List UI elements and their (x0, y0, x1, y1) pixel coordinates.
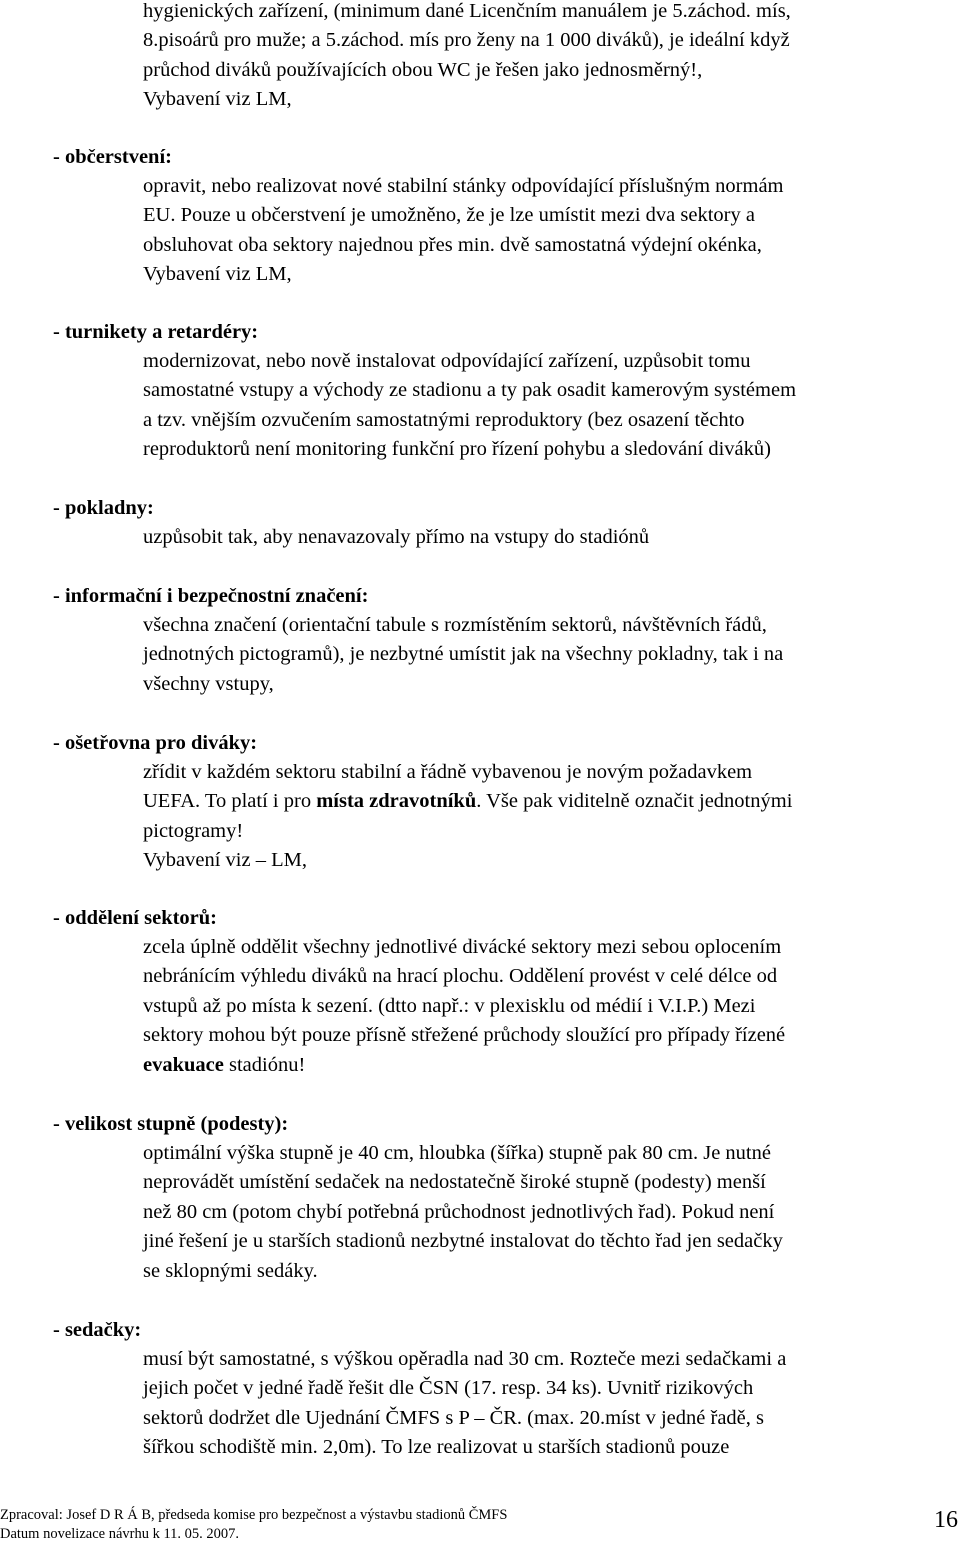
text-line: hygienických zařízení, (minimum dané Licenčním manuálem je 5.záchod. mís, (143, 0, 791, 22)
text-line: zřídit v každém sektoru stabilní a řádně vybavenou je novým požadavkem (143, 761, 753, 783)
text-line: a tzv. vnějším ozvučením samostatnými reproduktory (bez osazení těchto (143, 408, 745, 431)
text-line: musí být samostatné, s výškou opěradla nad 30 cm. Rozteče mezi sedačkami a (143, 1348, 787, 1370)
text-line: průchod diváků používajících obou WC je řešen jako jednosměrný!, (143, 58, 703, 81)
text-line: vstupů až po místa k sezení. (dtto např.: v plexisklu od médií i V.I.P.) Mezi (143, 994, 756, 1017)
text-line: jednotných pictogramů), je nezbytné umístit jak na všechny pokladny, tak i na (143, 643, 784, 666)
text-line: opravit, nebo realizovat nové stabilní stánky odpovídající příslušným normám (143, 175, 784, 197)
page-number: 16 (934, 1507, 958, 1533)
text-line: uzpůsobit tak, aby nenavazovaly přímo na vstupy do stadiónů (143, 526, 650, 548)
footer-author: Zpracoval: Josef D R Á B, předseda komise pro bezpečnost a výstavbu stadionů ČMFS (0, 1507, 508, 1523)
section-heading-velikost: - velikost stupně (podesty): (53, 1113, 289, 1135)
section-body-pokladny (143, 523, 958, 552)
text-run: UEFA. To platí i pro (143, 790, 317, 813)
text-line: sektory mohou být pouze přísně střežené průchody sloužící pro případy řízené (143, 1024, 786, 1047)
text-line: všechna značení (orientační tabule s rozmístěním sektorů, návštěvních řádů, (143, 614, 767, 636)
text-line (143, 787, 958, 816)
text-run: . Vše pak viditelně označit jednotnými (476, 790, 793, 813)
text-line: všechny vstupy, (143, 672, 274, 695)
footer-date: Datum novelizace návrhu k 11. 05. 2007. (0, 1526, 240, 1542)
text-run: stadiónu! (223, 1053, 306, 1076)
section-body-obcerstveni (143, 172, 958, 290)
section-body-znaceni (143, 611, 958, 699)
section-heading-turnikety: - turnikety a retardéry: (53, 321, 259, 343)
text-line: Vybavení viz LM, (143, 88, 292, 111)
section-body-velikost (143, 1139, 958, 1286)
text-line: sektorů dodržet dle Ujednání ČMFS s P – ČR. (max. 20.míst v jedné řadě, s (143, 1406, 765, 1429)
text-line: šířkou schodiště min. 2,0m). To lze realizovat u starších stadionů pouze (143, 1436, 730, 1459)
section-body-oddeleni (143, 933, 958, 1080)
section-body-turnikety (143, 347, 958, 465)
text-line: optimální výška stupně je 40 cm, hloubka (šířka) stupně pak 80 cm. Je nutné (143, 1142, 771, 1164)
text-line: modernizovat, nebo nově instalovat odpovídající zařízení, uzpůsobit tomu (143, 350, 751, 372)
text-line: EU. Pouze u občerstvení je umožněno, že je lze umístit mezi dva sektory a (143, 204, 755, 227)
section-heading-sedacky: - sedačky: (53, 1319, 142, 1341)
text-line: pictogramy! (143, 819, 244, 842)
text-line: zcela úplně oddělit všechny jednotlivé divácké sektory mezi sebou oplocením (143, 936, 782, 958)
text-line (143, 1051, 958, 1080)
text-line: nebránícím výhledu diváků na hrací plochu. Oddělení provést v celé délce od (143, 965, 778, 988)
text-line: než 80 cm (potom chybí potřebná průchodnost jednotlivých řad). Pokud není (143, 1200, 775, 1223)
text-line: se sklopnými sedáky. (143, 1259, 318, 1282)
text-line: obsluhovat oba sektory najednou přes min. dvě samostatná výdejní okénka, (143, 233, 762, 256)
section-heading-osetrovna: - ošetřovna pro diváky: (53, 732, 258, 754)
section-heading-obcerstveni: - občerstvení: (53, 146, 172, 168)
section-heading-pokladny: - pokladny: (53, 497, 154, 519)
text-line: reproduktorů není monitoring funkční pro řízení pohybu a sledování diváků) (143, 438, 771, 461)
text-line: neprovádět umístění sedaček na nedostatečně široké stupně (podesty) menší (143, 1171, 766, 1194)
text-line: 8.pisoárů pro muže; a 5.záchod. mís pro ženy na 1 000 diváků), je ideální když (143, 29, 790, 52)
section-body-sedacky (143, 1345, 958, 1463)
text-line: jejich počet v jedné řadě řešit dle ČSN (17. resp. 34 ks). Uvnitř rizikových (143, 1377, 754, 1400)
text-line: jiné řešení je u starších stadionů nezbytné instalovat do těchto řad jen sedačky (143, 1230, 783, 1253)
section-heading-znaceni: - informační i bezpečnostní značení: (53, 585, 369, 607)
top-paragraph (143, 0, 958, 115)
text-line: Vybavení viz – LM, (143, 849, 307, 872)
text-line: Vybavení viz LM, (143, 263, 292, 286)
section-heading-oddeleni: - oddělení sektorů: (53, 907, 217, 929)
section-body-osetrovna (143, 758, 958, 876)
text-line: samostatné vstupy a východy ze stadionu a ty pak osadit kamerovým systémem (143, 379, 797, 402)
bold-text: evakuace (143, 1053, 224, 1076)
bold-text: místa zdravotníků (316, 790, 477, 813)
